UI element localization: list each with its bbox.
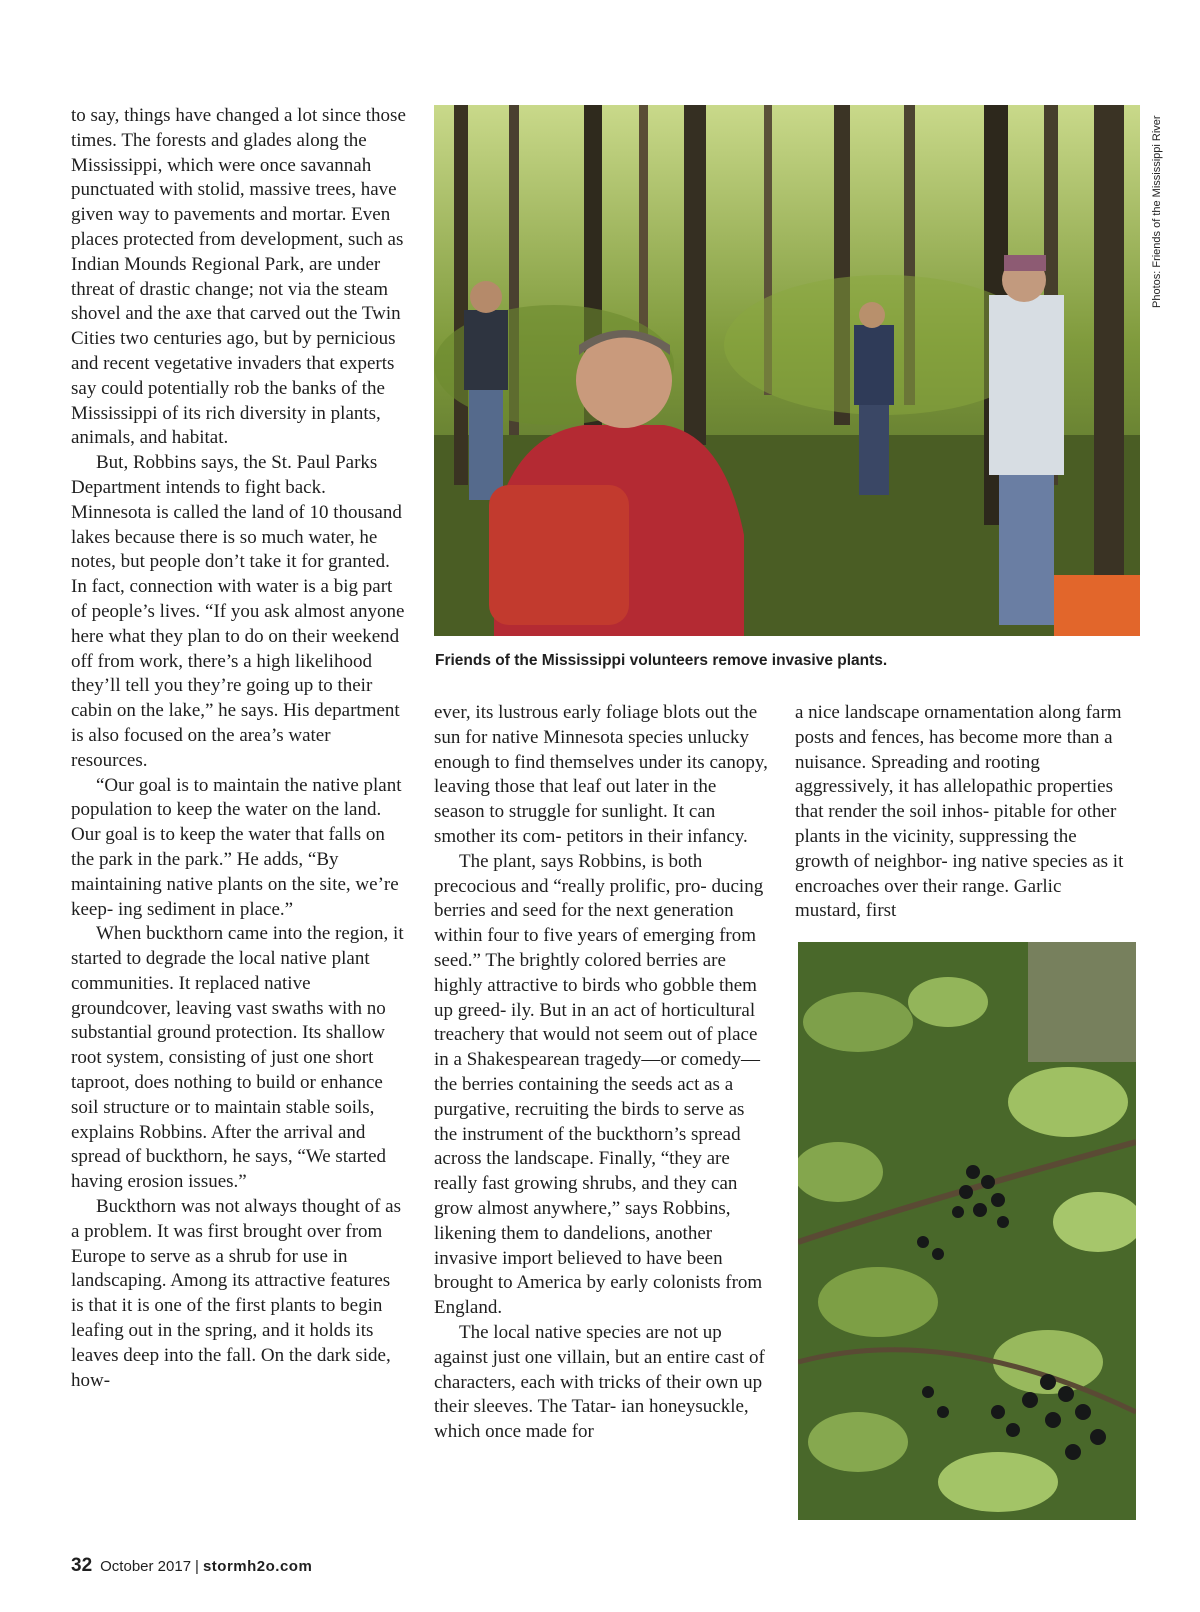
article-column-2 [434, 701, 770, 1445]
paragraph: But, Robbins says, the St. Paul Parks Department intends to fight back. Minnesota is called the land of 10 thousand lakes because there is so much water, he notes, but people don’t take it for granted. In fact, connection with water is a big part of people’s lives. “If you ask almost anyone here what they plan to do on their weekend off from work, there’s a high likelihood they’ll tell you they’re going up to their cabin on the lake,” he says. His department is also focused on the area’s water resources. [71, 452, 405, 771]
photo-caption: Friends of the Mississippi volunteers remove invasive plants. [435, 652, 888, 669]
paragraph: The local native species are not up against just one villain, but an entire cast of characters, each with tricks of their own up their sleeves. The Tatar- ian honeysuckle, which once made for [434, 1321, 765, 1443]
volunteers-photo [434, 105, 1140, 636]
page-number: 32 [71, 1555, 93, 1576]
site-name: stormh2o.com [202, 1558, 313, 1575]
article-column-1 [71, 104, 407, 1393]
paragraph: to say, things have changed a lot since those times. The forests and glades along the Mississippi, which were once savannah punctuated with stolid, massive trees, have given way to pavements and mortar. Even places protected from development, such as Indian Mounds Regional Park, are under threat of drastic change; not via the steam shovel and the axe that carved out the Twin Cities two centuries ago, but by pernicious and recent vegetative invaders that experts say could potentially rob the banks of the Mississippi of its rich diversity in plants, animals, and habitat. [71, 105, 406, 449]
paragraph: ever, its lustrous early foliage blots out the sun for native Minnesota species unlucky enough to find themselves under its canopy, leaving those that leaf out later in the season to struggle for sunlight. It can smother its com- petitors in their infancy. [434, 702, 768, 847]
paragraph: Buckthorn was not always thought of as a problem. It was first brought over from Europe to serve as a shrub for use in landscaping. Among its attractive features is that it is one of the first plants to begin leafing out in the spring, and it holds its leaves deep into the fall. On the dark side, how- [71, 1196, 402, 1391]
buckthorn-berries-photo [798, 942, 1136, 1520]
paragraph: The plant, says Robbins, is both precocious and “really prolific, pro- ducing berries and seed for the next generation within four to five years of emerging from seed.” The brightly colored berries are highly attractive to birds who gobble them up greed- ily. But in an act of horticultural treachery that would not seem out of place in a Shakespearean tragedy—or comedy—the berries containing the seeds act as a purgative, recruiting the birds to serve as the instrument of the buckthorn’s spread across the landscape. Finally, “they are really fast growing shrubs, and they can grow almost anywhere,” says Robbins, likening them to dandelions, another invasive import believed to have been brought to America by early colonists from England. [434, 850, 764, 1319]
article-column-3 [795, 701, 1131, 924]
photo-credit: Photos: Friends of the Mississippi River [1151, 115, 1163, 308]
paragraph: When buckthorn came into the region, it started to degrade the local native plant communities. It replaced native groundcover, leaving vast swaths with no substantial ground protection. Its shallow root system, consisting of just one short taproot, does nothing to build or enhance soil structure or to maintain stable soils, explains Robbins. After the arrival and spread of buckthorn, he says, “We started having erosion issues.” [71, 923, 404, 1193]
page-footer [71, 1555, 312, 1577]
issue-date: October 2017 [100, 1558, 192, 1575]
footer-separator: | [195, 1558, 199, 1575]
paragraph: “Our goal is to maintain the native plant population to keep the water on the land. Our goal is to keep the water that falls on the park in the park.” He adds, “By maintaining native plants on the site, we’re keep- ing sediment in place.” [71, 774, 402, 920]
paragraph: a nice landscape ornamentation along farm posts and fences, has become more than a nuisance. Spreading and rooting aggressively, it has allelopathic properties that render the soil inhos- pitable for other plants in the vicinity, suppressing the growth of neighbor- ing native species as it encroaches over their range. Garlic mustard, first [795, 702, 1124, 922]
